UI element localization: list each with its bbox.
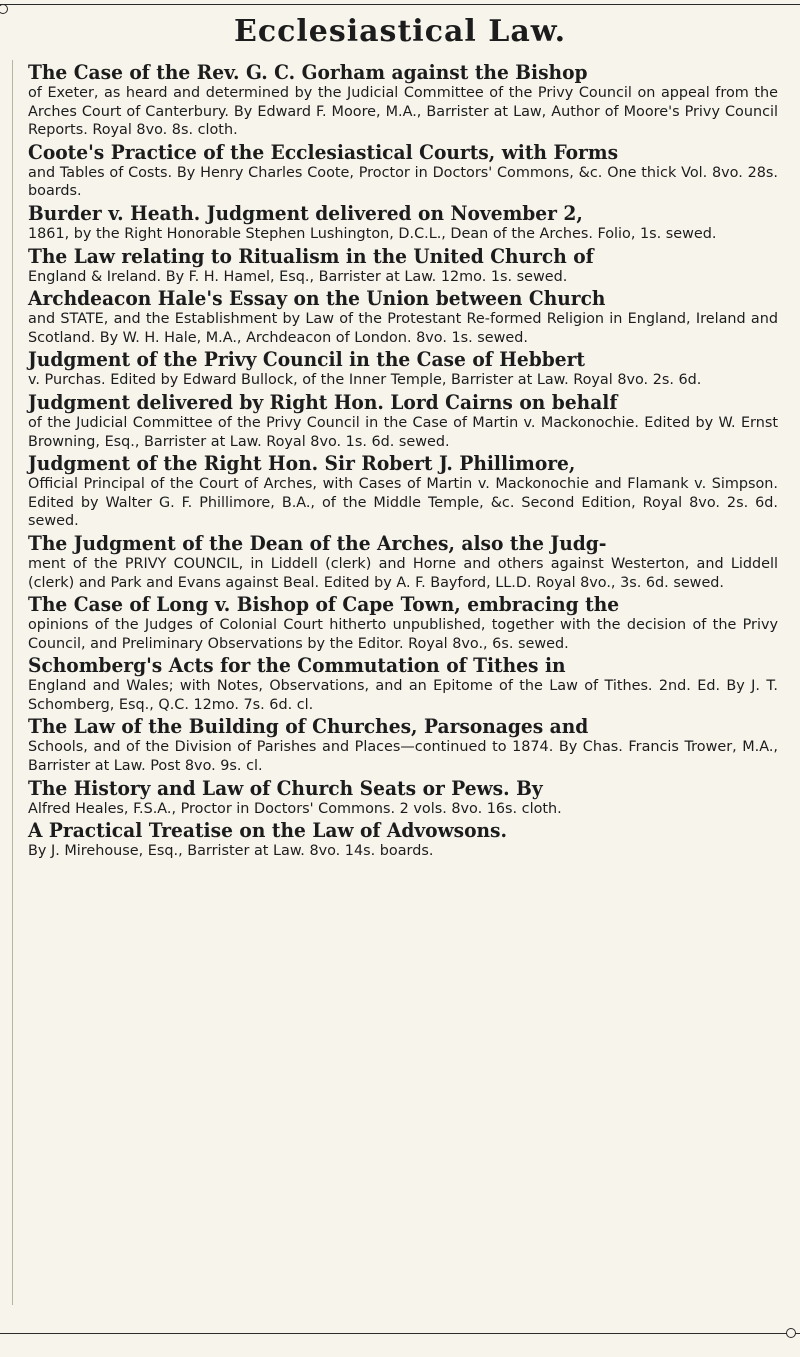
catalogue-entry <box>28 62 778 140</box>
entry-title: The Judgment of the Dean of the Arches, also the Judg- <box>28 531 607 555</box>
catalogue-entry <box>28 453 778 531</box>
entry-detail: opinions of the Judges of Colonial Court hitherto unpublished, together with the decision of the Privy Council, and Preliminary Observations by the Editor. Royal 8vo., 6s. sewed. <box>28 617 778 652</box>
entry-detail: and Tables of Costs. By Henry Charles Coote, Proctor in Doctors' Commons, &c. One thick Vol. 8vo. 28s. boards. <box>28 164 778 200</box>
top-rule <box>0 4 800 5</box>
margin-rule <box>12 60 13 1305</box>
catalogue-entry <box>28 716 778 775</box>
entry-detail: 1861, by the Right Honorable Stephen Lushington, D.C.L., Dean of the Arches. Folio, 1s. sewed. <box>28 225 717 242</box>
entry-detail: Alfred Heales, F.S.A., Proctor in Doctors' Commons. 2 vols. 8vo. 16s. cloth. <box>28 800 562 817</box>
page-title: Ecclesiastical Law. <box>233 14 567 49</box>
entry-detail: v. Purchas. Edited by Edward Bullock, of the Inner Temple, Barrister at Law. Royal 8vo. 2s. 6d. <box>28 372 702 389</box>
bottom-rule <box>0 1333 800 1334</box>
entry-title: The Law relating to Ritualism in the United Church of <box>28 244 594 268</box>
catalogue-entry <box>28 820 778 861</box>
entry-detail: Schools, and of the Division of Parishes and Places—continued to 1874. By Chas. Francis Trower, M.A., Barrister at Law. Post 8vo. 9s. cl. <box>28 739 778 775</box>
catalogue-entry <box>28 594 778 653</box>
entry-detail: Official Principal of the Court of Arches, with Cases of Martin v. Mackonochie and Flamank v. Simpson. Edited by Walter G. F. Phillimore, B.A., of the Middle Temple, &c. Second Edition, Royal 8vo. 2s. 6d. sewed. <box>28 476 778 530</box>
entry-title: The Case of the Rev. G. C. Gorham against the Bishop <box>28 61 588 84</box>
entry-title: Judgment delivered by Right Hon. Lord Cairns on behalf <box>28 390 618 414</box>
catalogue-list <box>28 62 778 863</box>
entry-detail: By J. Mirehouse, Esq., Barrister at Law. 8vo. 14s. boards. <box>28 843 434 860</box>
entry-title: Schomberg's Acts for the Commutation of Tithes in <box>28 654 566 678</box>
entry-detail: of Exeter, as heard and determined by the Judicial Committee of the Privy Council on appeal from the Arches Court of Canterbury. By Edward F. Moore, M.A., Barrister at Law, Author of Moore's Privy Council Reports. Royal 8vo. 8s. cloth. <box>28 85 778 139</box>
entry-title: Archdeacon Hale's Essay on the Union between Church <box>28 287 606 311</box>
catalogue-entry <box>28 778 778 819</box>
entry-title: The Case of Long v. Bishop of Cape Town, embracing the <box>28 593 620 617</box>
catalogue-entry <box>28 655 778 714</box>
catalogue-entry <box>28 288 778 347</box>
ornament-icon <box>786 1328 796 1338</box>
entry-title: Judgment of the Privy Council in the Case of Hebbert <box>28 348 585 372</box>
entry-title: A Practical Treatise on the Law of Advowsons. <box>28 819 507 843</box>
entry-title: The Law of the Building of Churches, Parsonages and <box>28 715 589 739</box>
catalogue-entry <box>28 142 778 201</box>
ornament-icon <box>0 4 8 14</box>
entry-detail: and STATE, and the Establishment by Law of the Protestant Re-formed Religion in England, Ireland and Scotland. By W. H. Hale, M.A., Archdeacon of London. 8vo. 1s. sewed. <box>28 311 778 346</box>
entry-detail: England and Wales; with Notes, Observations, and an Epitome of the Law of Tithes. 2nd. Ed. By J. T. Schomberg, Esq., Q.C. 12mo. 7s. 6d. cl. <box>28 678 778 713</box>
catalogue-entry <box>28 349 778 390</box>
entry-title: Coote's Practice of the Ecclesiastical Courts, with Forms <box>28 140 619 164</box>
catalogue-entry <box>28 533 778 592</box>
entry-detail: ment of the PRIVY COUNCIL, in Liddell (clerk) and Horne and others against Westerton, and Liddell (clerk) and Park and Evans against Beal. Edited by A. F. Bayford, LL.D. Royal 8vo., 3s. 6d. sewed. <box>28 555 778 591</box>
entry-detail: of the Judicial Committee of the Privy Council in the Case of Martin v. Mackonochie. Edited by W. Ernst Browning, Esq., Barrister at Law. Royal 8vo. 1s. 6d. sewed. <box>28 414 778 450</box>
catalogue-entry <box>28 246 778 287</box>
entry-title: Burder v. Heath. Judgment delivered on November 2, <box>28 201 583 225</box>
entry-detail: England & Ireland. By F. H. Hamel, Esq., Barrister at Law. 12mo. 1s. sewed. <box>28 268 568 285</box>
entry-title: The History and Law of Church Seats or Pews. By <box>28 776 543 800</box>
catalogue-entry <box>28 392 778 451</box>
catalogue-entry <box>28 203 778 244</box>
entry-title: Judgment of the Right Hon. Sir Robert J. Phillimore, <box>28 452 576 476</box>
